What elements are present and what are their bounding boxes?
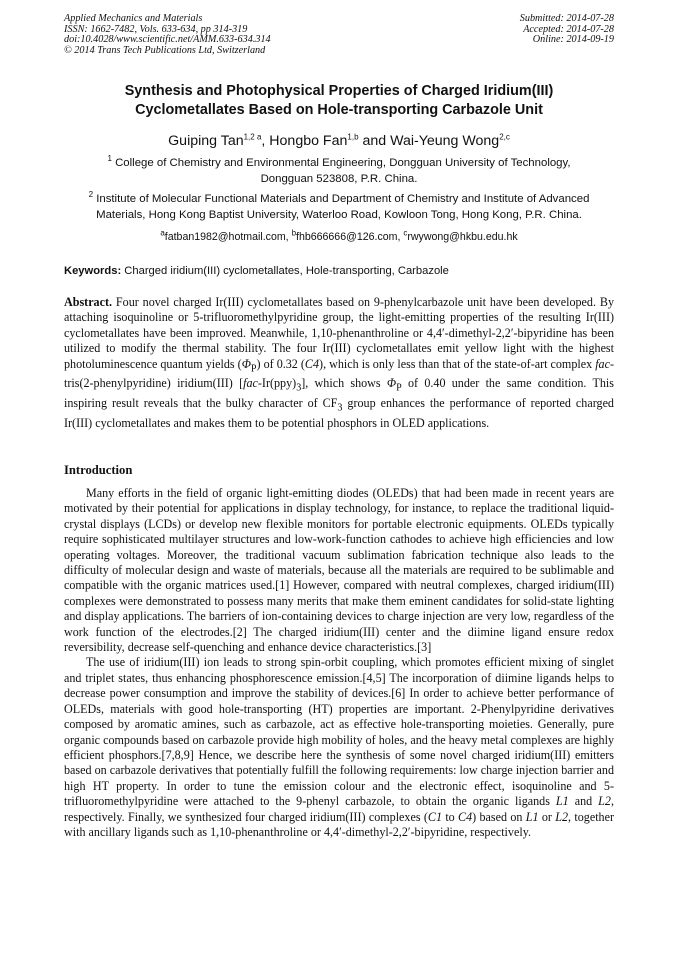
ligand-label: L1 <box>525 809 539 824</box>
abstract-text: Four novel charged Ir(III) cyclometallates based on 9-phenylcarbazole unit have been developed. By attaching isoquinoline or 5-trifluoromethylpyridine group, the light-emitting properties of the resulting Ir(III) cyclometallates have been improved. Meanwhile, 1,10-phenanthroline or 4,4′-dimethyl-2,2′-bipyridine has been utilized to modify the thermal stability. The four Ir(III) cyclometallates emit yellow light with the highest photoluminescence quantum yields ( <box>64 295 614 371</box>
paragraph-text: , together with ancillary ligands such as 1,10-phenanthroline or 4,4′-dimethyl-2,2′-bipyridine, respectively. <box>64 809 614 839</box>
compound-label: C4 <box>304 356 320 371</box>
title-line-1: Synthesis and Photophysical Properties of Charged Iridium(III) <box>124 83 554 99</box>
journal-name: Applied Mechanics and Materials <box>64 13 203 24</box>
abstract <box>64 295 614 431</box>
email-mark: a <box>160 228 165 238</box>
affiliation-text: College of Chemistry and Environmental Engineering, Dongguan University of Technology, <box>111 157 571 169</box>
abstract-text: ), which is only less than that of the state-of-art complex <box>319 356 596 371</box>
italic-term: fac <box>243 376 258 391</box>
paper-title <box>64 82 614 119</box>
journal-doi: doi:10.4028/www.scientific.net/AMM.633-634.314 <box>64 34 271 46</box>
email-address: fatban1982@hotmail.com, <box>164 231 292 243</box>
email-address: fhb666666@126.com, <box>296 231 404 243</box>
email-mark: c <box>403 228 408 238</box>
submitted-date: Submitted: 2014-07-28 <box>519 13 614 24</box>
subscript: 3 <box>296 382 302 394</box>
paragraph-text: and <box>568 794 599 809</box>
compound-label: C1 <box>427 809 443 824</box>
compound-label: C4 <box>458 809 473 824</box>
author-affiliation-mark: 2,c <box>499 132 510 142</box>
abstract-text: -Ir(ppy) <box>257 376 297 391</box>
author-affiliation-mark: 1,2 a <box>243 132 262 142</box>
affiliation-1 <box>64 156 614 187</box>
email-address: rwywong@hkbu.edu.hk <box>407 231 518 243</box>
italic-term: fac <box>595 356 610 371</box>
journal-info <box>64 14 271 56</box>
ligand-label: L1 <box>555 794 569 809</box>
paragraph-text: ) based on <box>472 809 526 824</box>
keywords-text: Charged iridium(III) cyclometallates, Hole-transporting, Carbazole <box>121 265 449 277</box>
email-mark: b <box>291 228 297 238</box>
paragraph-text: The use of iridium(III) ion leads to strong spin-orbit coupling, which promotes efficient mixing of singlet and triplet states, thus enhancing phosphorescence emission.[4,5] The incorporation of diimine ligands helps to decrease power consumption and improve the stability of devices.[6] In order to achieve better performance of OLEDs, materials with good hole-transporting (HT) properties are important. 2-Phenylpyridine derivatives composed by aromatic amines, such as carbazole, act as effective hole-transporting moieties. Generally, pure organic compounds based on carbazole provide high mobility of holes, and the heavy metal complexes are highly efficient phosphors.[7,8,9] Hence, we describe here the synthesis of some novel charged iridium(III) emitters based on carbazole derivatives that potentially fulfill the following requirements: low charge injection barrier and high HT property. In order to tune the emission colour and the electronic effect, isoquinoline and 5-trifluoromethylpyridine were attached to the 9-phenyl carbazole, to obtain the organic ligands <box>64 655 614 809</box>
subscript: P <box>250 363 257 375</box>
journal-issn: ISSN: 1662-7482, Vols. 633-634, pp 314-319 <box>64 23 248 35</box>
abstract-text: -tris(2-phenylpyridine) iridium(III) [ <box>64 356 614 391</box>
abstract-text: ], which shows <box>301 376 387 391</box>
affiliation-2 <box>64 192 614 223</box>
author-name: Hongbo Fan <box>269 133 348 149</box>
symbol-phi: Φ <box>241 356 251 371</box>
keywords-label: Keywords: <box>64 265 122 277</box>
journal-copyright: © 2014 Trans Tech Publications Ltd, Switzerland <box>64 44 266 56</box>
subscript: P <box>396 382 402 394</box>
paragraph-text: , respectively. Finally, we synthesized four charged iridium(III) complexes ( <box>64 794 614 824</box>
paragraph-text: or <box>538 809 556 824</box>
paragraph: Many efforts in the field of organic light-emitting diodes (OLEDs) that had been made in recent years are motivated by their potential for applications in display technology, for instance, to replace the traditional liquid-crystal displays (LCDs) or develop new flexible monitors for portable electronic equipments. OLEDs typically require sophisticated multilayer structures and low-work-function cathodes to achieve high efficiencies and low operating voltages. Moreover, the traditional vacuum sublimation fabrication technique also leads to the difficulty of molecular design and waste of materials, because all the materials are required to be sublimable and compatible with the organic matrices used.[1] However, compared with neutral complexes, charged iridium(III) complexes were demonstrated to possess many merits that make them eminent candidates for solid-state lighting and display applications. The barriers of ion-containing devices to charge injection are very low, regardless of the work function of the electrodes.[2] The charged iridium(III) center and the diimine ligand ensure redox reversibility, decrease self-quenching and enhance device characteristics.[3] <box>64 486 614 655</box>
symbol-phi: Φ <box>386 376 397 391</box>
affiliation-text: Institute of Molecular Functional Materials and Department of Chemistry and Institute of Advanced <box>93 193 590 205</box>
keywords <box>64 264 614 278</box>
abstract-text: ) of 0.32 ( <box>256 356 305 371</box>
abstract-label: Abstract. <box>64 295 113 309</box>
paragraph-text: to <box>442 809 459 824</box>
author-list <box>64 132 614 150</box>
online-date: Online: 2014-09-19 <box>532 34 614 46</box>
affiliation-mark: 1 <box>107 154 112 164</box>
subscript: 3 <box>337 402 343 414</box>
accepted-date: Accepted: 2014-07-28 <box>523 23 614 35</box>
author-separator: and <box>358 133 391 149</box>
author-affiliation-mark: 1,b <box>347 132 359 142</box>
ligand-label: L2 <box>598 794 611 809</box>
author-name: Wai-Yeung Wong <box>390 133 500 149</box>
affiliation-text: Materials, Hong Kong Baptist University, Waterloo Road, Kowloon Tong, Hong Kong, P.R. China. <box>96 208 582 221</box>
ligand-label: L2 <box>555 809 569 824</box>
author-separator: , <box>261 133 270 149</box>
title-line-2: Cyclometallates Based on Hole-transporting Carbazole Unit <box>135 101 543 118</box>
author-name: Guiping Tan <box>168 133 244 149</box>
author-emails <box>64 230 614 244</box>
publication-dates <box>520 14 614 46</box>
affiliation-mark: 2 <box>88 190 94 200</box>
abstract-text: of 0.40 under the same condition. This inspiring result reveals that the bulky character of CF <box>64 376 614 411</box>
affiliation-text: Dongguan 523808, P.R. China. <box>260 172 418 185</box>
paragraph <box>64 655 614 840</box>
section-heading-introduction: Introduction <box>64 463 133 477</box>
abstract-text: group enhances the performance of reported charged Ir(III) cyclometallates and makes them to be potential phosphors in OLED applications. <box>64 396 614 431</box>
introduction-body <box>64 486 614 840</box>
